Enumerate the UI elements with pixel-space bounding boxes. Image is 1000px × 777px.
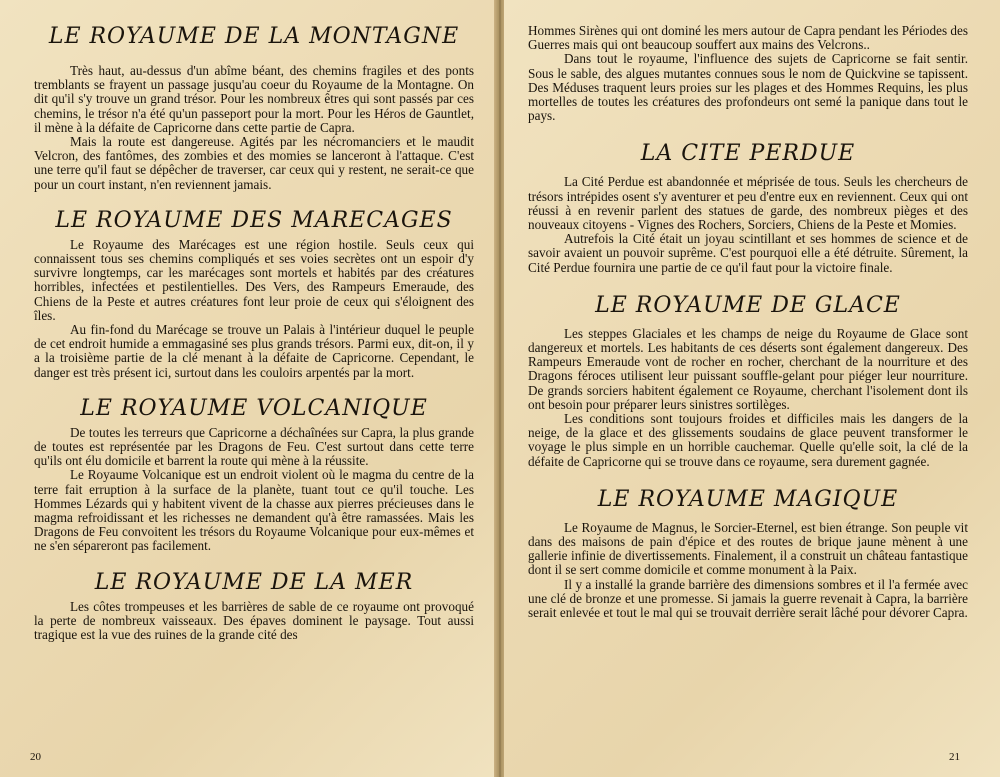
paragraph: De toutes les terreurs que Capricorne a déchaînées sur Capra, la plus grande de toutes est représentée par les Dragons de Feu. C'est surtout dans cette terre qu'ils ont élu domicile et barrent la route qui mène à la réussite.: [34, 424, 474, 469]
paragraph: Le Royaume de Magnus, le Sorcier-Eternel, est bien étrange. Son peuple vit dans des maisons de pain d'épice et des routes de brique jaune mènent à une gallerie infinie de divertissements. Finalement, il a construit un château fantastique dont il se sert comme domicile et comme monument à la Paix.: [528, 519, 968, 578]
section-volcanic: [34, 396, 474, 554]
section-title: LE ROYAUME DES MARECAGES: [55, 207, 453, 233]
page-number: 21: [949, 751, 960, 763]
section-title: LE ROYAUME DE GLACE: [595, 292, 901, 318]
paragraph: Les steppes Glaciales et les champs de neige du Royaume de Glace sont dangereux et mortels. Les habitants de ces déserts sont également dangereux. Des Rampeurs Emeraude vont de rocher en rocher, cherchant de la nourriture et des Dragons féroces utilisent leur puissant souffle-gelant pour piéger leur nourriture. De grands sorciers habitent également ce Royaume, cherchant l'isolement dont ils ont besoin pour préparer leurs sinistres sortilèges.: [528, 325, 968, 412]
right-page: [504, 0, 1000, 777]
paragraph: Il y a installé la grande barrière des dimensions sombres et il l'a fermée avec une clé de bronze et une promesse. Si jamais la guerre revenait à Capra, la barrière serait enlevée et tout le mal qui se trouvait derrière serait lâché pour dévorer Capra.: [528, 576, 968, 621]
section-sea: [34, 570, 474, 643]
section-ice: [528, 293, 968, 469]
section-title: LE ROYAUME MAGIQUE: [597, 486, 899, 512]
paragraph: Très haut, au-dessus d'un abîme béant, des chemins fragiles et des ponts tremblants se frayent un passage jusqu'au coeur du Royaume de la Montagne. On dit qu'il s'y trouve un grand trésor. Pour les nombreux êtres qui sont passés par ces chemins, le trésor n'a été qu'un passeport pour la mort. Pour les Héros de Gauntlet, il mène à la défaite de Capricorne dans cette partie de Capra.: [34, 63, 474, 135]
section-title: LE ROYAUME VOLCANIQUE: [80, 395, 428, 421]
paragraph: Mais la route est dangereuse. Agités par les nécromanciers et le maudit Velcron, des fantômes, des zombies et des momies se lanceront à l'attaque. C'est une terre qu'il faut se dépêcher de traverser, car ceux qui y restent, ne serait-ce que pour un court instant, n'en reviennent jamais.: [34, 134, 474, 192]
sea-continued: [528, 24, 968, 123]
section-mountain: [34, 24, 474, 192]
paragraph: Hommes Sirènes qui ont dominé les mers autour de Capra pendant les Périodes des Guerres mais qui ont beaucoup souffert aux mains des Velcrons..: [528, 23, 968, 53]
section-magic: [528, 487, 968, 620]
paragraph: Le Royaume des Marécages est une région hostile. Seuls ceux qui connaissent tous ses chemins compliqués et ses voies secrètes ont un espoir d'y survivre longtemps, car les marécages sont mortels et habités par des créatures horribles, infectées et pestilentielles. Des Vers, des Rampeurs Emeraude, des Chiens de la Peste et autres créatures font leur proie de ceux qui s'éloignent des îles.: [34, 236, 474, 323]
section-title: LE ROYAUME DE LA MONTAGNE: [48, 24, 460, 49]
paragraph: Les conditions sont toujours froides et difficiles mais les dangers de la neige, de la glace et des glissements soudains de glace peuvent transformer le voyage le plus simple en un horrible cauchemar. Quelle qu'elle soit, la clé de la défaite de Capricorne qui se trouve dans ce royaume, sera durement gagnée.: [528, 411, 968, 469]
paragraph: La Cité Perdue est abandonnée et méprisée de tous. Seuls les chercheurs de trésors intrépides osent s'y aventurer et peu d'entre eux en reviennent. Ceux qui ont réussi à en revenir parlent des statues de garde, des nombreux pièges et des nouveaux citoyens - Vignes des Rochers, Sorciers, Chiens de la Peste et Momies.: [528, 174, 968, 233]
paragraph: Le Royaume Volcanique est un endroit violent où le magma du centre de la terre fait erruption à la surface de la planète, tuant tout ce qu'il touche. Les Hommes Lézards qui y habitent vivent de la chasse aux pierres précieuses dans le magma refroidissant et les richesses ne demandent qu'à être ramassées. Mais les Dragons de Feu convoitent les trésors du Royaume Volcanique pour eux-mêmes et ne s'en sépareront pas facilement.: [34, 467, 474, 554]
section-lost-city: [528, 141, 968, 274]
section-title: LE ROYAUME DE LA MER: [94, 569, 414, 595]
paragraph: Autrefois la Cité était un joyau scintillant et ses hommes de science et de savoir avaient un pouvoir suprême. C'est pourquoi elle a été détruite. Sûrement, la Cité Perdue fournira une partie de ce qu'il faut pour la victoire finale.: [528, 231, 968, 275]
section-title: LA CITE PERDUE: [640, 141, 856, 167]
section-marshes: [34, 208, 474, 380]
paragraph: Au fin-fond du Marécage se trouve un Palais à l'intérieur duquel le peuple de cet endroit humide a emmagasiné ses plus grands trésors. Parmi eux, dit-on, il y a la troisième partie de la clé menant à la défaite de Capricorne. Cependant, le danger est très présent ici, surtout dans les couloirs arpentés par la mort.: [34, 322, 474, 380]
paragraph: Dans tout le royaume, l'influence des sujets de Capricorne se fait sentir. Sous le sable, des algues mutantes connues sous le nom de Quickvine se tapissent. Des Méduses traquent leurs proies sur les plages et des Hommes Requins, les plus mortelles de toutes les créatures des profondeurs ont semé la panique dans tout le pays.: [528, 51, 968, 124]
left-page: [0, 0, 496, 777]
paragraph: Les côtes trompeuses et les barrières de sable de ce royaume ont provoqué la perte de nombreux vaisseaux. Des épaves dominent le paysage. Tout aussi tragique est la vue des ruines de la grande cité des: [34, 598, 474, 643]
page-number: 20: [30, 751, 41, 763]
